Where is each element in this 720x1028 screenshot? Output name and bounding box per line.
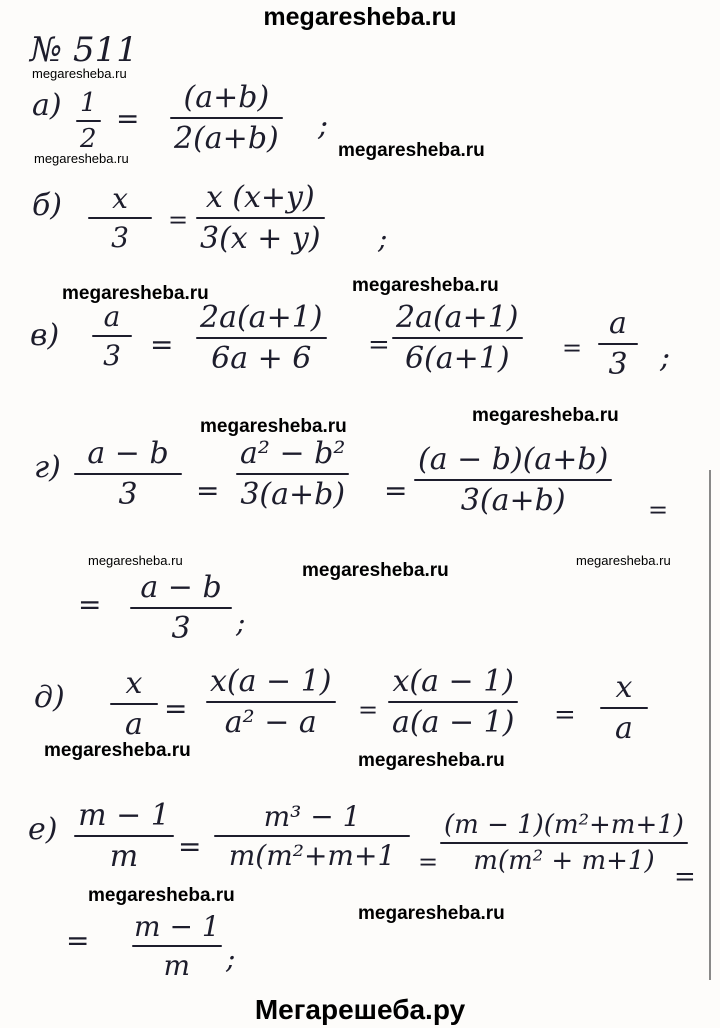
- watermark: megaresheba.ru: [200, 416, 347, 437]
- watermark: megaresheba.ru: [88, 885, 235, 906]
- fraction-bar: [92, 335, 132, 337]
- fraction: [414, 442, 612, 518]
- semicolon: ;: [660, 340, 671, 375]
- fraction: [196, 300, 327, 376]
- numerator: a − b: [140, 570, 222, 605]
- watermark: megaresheba.ru: [352, 275, 499, 296]
- watermark: megaresheba.ru: [358, 903, 505, 924]
- equals-sign: =: [418, 848, 439, 876]
- equals-sign: =: [358, 696, 379, 724]
- watermark: megaresheba.ru: [44, 740, 191, 761]
- part-label: д): [34, 680, 65, 715]
- denominator: 3: [171, 611, 191, 646]
- fraction: [74, 436, 182, 512]
- equals-sign: =: [168, 206, 189, 234]
- denominator: 3: [103, 339, 121, 372]
- equals-sign: =: [674, 862, 696, 892]
- fraction: [236, 436, 349, 512]
- numerator: (a+b): [183, 80, 270, 115]
- watermark: megaresheba.ru: [62, 283, 209, 304]
- denominator: m(m²+m+1: [228, 839, 396, 872]
- fraction-bar: [236, 473, 349, 475]
- fraction-bar: [392, 337, 523, 339]
- numerator: a² − b²: [240, 436, 346, 471]
- numerator: x: [125, 666, 143, 701]
- fraction-bar: [388, 701, 518, 703]
- fraction-bar: [88, 217, 152, 219]
- fraction-bar: [214, 835, 410, 837]
- site-header: megaresheba.ru: [263, 3, 457, 31]
- denominator: 6(a+1): [404, 341, 510, 376]
- fraction-bar: [76, 120, 101, 122]
- numerator: a − b: [87, 436, 169, 471]
- numerator: x: [112, 182, 128, 215]
- equals-sign: =: [178, 830, 202, 863]
- numerator: 2a(a+1): [200, 300, 323, 335]
- fraction: [76, 88, 101, 154]
- numerator: x (x+y): [205, 180, 315, 215]
- fraction-bar: [440, 842, 688, 844]
- fraction: [392, 300, 523, 376]
- fraction: [598, 306, 638, 382]
- part-label: а): [32, 88, 62, 123]
- equals-sign: =: [164, 692, 188, 725]
- equals-sign: =: [196, 474, 220, 507]
- watermark: megaresheba.ru: [302, 560, 449, 581]
- semicolon: ;: [318, 108, 329, 143]
- denominator: m: [163, 949, 191, 982]
- fraction: [88, 182, 152, 254]
- denominator: 3: [118, 477, 138, 512]
- denominator: a² − a: [224, 705, 317, 740]
- denominator: 6a + 6: [211, 341, 312, 376]
- part-label: г): [34, 450, 61, 485]
- numerator: 1: [80, 88, 97, 118]
- site-footer: Мегарешеба.ру: [254, 994, 466, 1025]
- fraction-bar: [132, 945, 222, 947]
- semicolon: ;: [226, 942, 236, 975]
- problem-number: № 511: [30, 30, 138, 70]
- equals-sign: =: [648, 496, 669, 524]
- watermark: megaresheba.ru: [32, 66, 127, 81]
- fraction: [92, 300, 132, 372]
- denominator: a: [615, 711, 633, 746]
- page-edge-line: [709, 470, 711, 980]
- denominator: a: [125, 707, 143, 742]
- fraction-bar: [196, 337, 327, 339]
- fraction-bar: [598, 343, 638, 345]
- numerator: m − 1: [78, 798, 170, 833]
- watermark: megaresheba.ru: [358, 750, 505, 771]
- denominator: 2(a+b): [174, 121, 279, 156]
- fraction-bar: [130, 607, 232, 609]
- watermark: megaresheba.ru: [472, 405, 619, 426]
- fraction-bar: [600, 707, 648, 709]
- denominator: 3(a+b): [240, 477, 346, 512]
- equals-sign: =: [150, 328, 174, 361]
- numerator: (m − 1)(m²+m+1): [444, 810, 684, 840]
- numerator: x(a − 1): [210, 664, 332, 699]
- equals-sign: =: [78, 588, 102, 621]
- fraction: [388, 664, 518, 740]
- watermark: megaresheba.ru: [576, 553, 671, 568]
- numerator: a: [609, 306, 627, 341]
- fraction: [130, 910, 224, 982]
- watermark: megaresheba.ru: [338, 140, 485, 161]
- denominator: 3: [111, 221, 129, 254]
- semicolon: ;: [378, 222, 388, 255]
- part-label: е): [28, 812, 58, 847]
- numerator: (a − b)(a+b): [418, 442, 609, 477]
- fraction: [440, 810, 688, 876]
- fraction-bar: [74, 473, 182, 475]
- watermark: megaresheba.ru: [88, 553, 183, 568]
- equals-sign: =: [554, 700, 576, 730]
- fraction: [130, 570, 232, 646]
- fraction-bar: [196, 217, 325, 219]
- numerator: m³ − 1: [263, 800, 361, 833]
- fraction-bar: [414, 479, 612, 481]
- fraction: [74, 798, 174, 874]
- denominator: a(a − 1): [392, 705, 515, 740]
- equals-sign: =: [384, 474, 408, 507]
- denominator: 2: [80, 124, 97, 154]
- semicolon: ;: [236, 606, 246, 639]
- fraction-bar: [110, 703, 158, 705]
- equals-sign: =: [116, 102, 140, 135]
- fraction-bar: [206, 701, 336, 703]
- fraction: [110, 666, 158, 742]
- equals-sign: =: [562, 334, 583, 362]
- numerator: m − 1: [134, 910, 220, 943]
- fraction: [206, 664, 336, 740]
- fraction: [196, 180, 325, 256]
- denominator: 3(a+b): [460, 483, 566, 518]
- denominator: m(m² + m+1): [473, 846, 655, 876]
- numerator: 2a(a+1): [396, 300, 519, 335]
- equals-sign: =: [368, 330, 390, 360]
- denominator: m: [109, 839, 139, 874]
- denominator: 3(x + y): [200, 221, 321, 256]
- denominator: 3: [608, 347, 628, 382]
- part-label: б): [32, 188, 63, 223]
- fraction-bar: [74, 835, 174, 837]
- watermark: megaresheba.ru: [34, 151, 129, 166]
- numerator: x(a − 1): [392, 664, 514, 699]
- fraction: [170, 80, 283, 156]
- numerator: a: [103, 300, 121, 333]
- numerator: x: [615, 670, 633, 705]
- part-label: в): [30, 318, 60, 353]
- fraction: [214, 800, 410, 872]
- fraction-bar: [170, 117, 283, 119]
- fraction: [600, 670, 648, 746]
- equals-sign: =: [66, 924, 90, 957]
